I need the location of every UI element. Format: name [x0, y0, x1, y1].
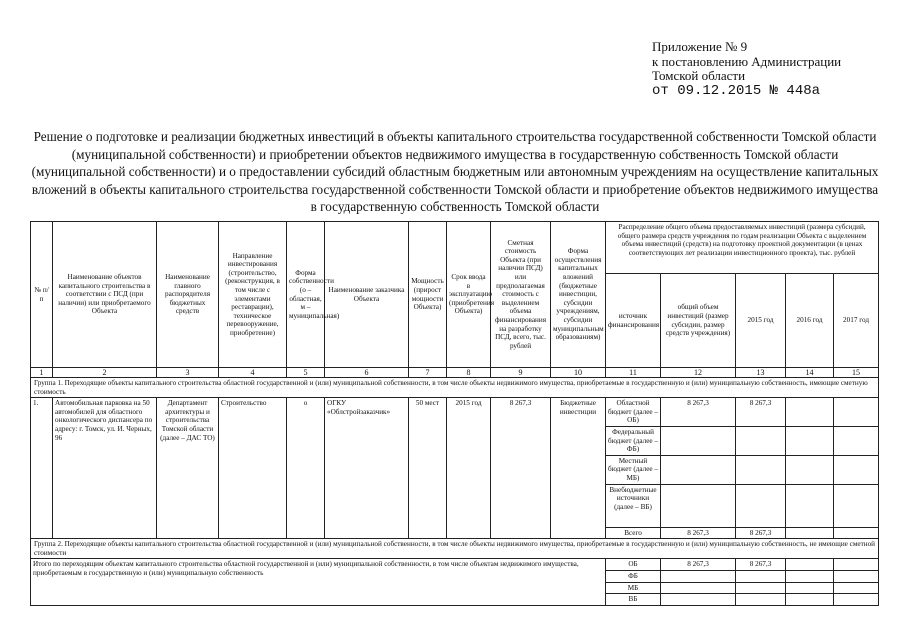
- header-c10: Форма осуществления капитальных вложений (бюджетные инвестиции, субсидии учреждениям, субсидии муниципальным образованиям): [551, 222, 606, 368]
- amount-2016: [786, 455, 834, 484]
- column-number: 5: [287, 368, 325, 378]
- total-amount: [661, 426, 736, 455]
- table-row: [31, 559, 879, 571]
- header-c4: Направление инвестирования (строительство, (реконструкция, в том числе с элементами реставрации), техническое перевооружение, приобретение): [219, 222, 287, 368]
- amount-2015: [736, 582, 786, 594]
- appendix-line: Томской области: [652, 68, 746, 83]
- column-number: 15: [834, 368, 879, 378]
- header-c7: Мощность (прирост мощности Объекта): [409, 222, 447, 368]
- appendix-line: Приложение № 9: [652, 39, 748, 54]
- appendix-date: от 09.12.2015 № 448а: [652, 82, 821, 99]
- column-number-row: [31, 368, 879, 378]
- amount-2016: [786, 527, 834, 539]
- column-number: 1: [31, 368, 53, 378]
- row-number: 1.: [31, 398, 53, 539]
- column-number: 6: [325, 368, 409, 378]
- amount-2015: 8 267,3: [736, 559, 786, 571]
- funding-source: МБ: [606, 582, 661, 594]
- header-c2: Наименование объектов капитального строительства в соответствии с ПСД (при наличии) или приобретаемого Объекта: [53, 222, 157, 368]
- column-number: 12: [661, 368, 736, 378]
- column-number: 10: [551, 368, 606, 378]
- amount-2017: [834, 398, 879, 427]
- amount-2017: [834, 594, 879, 606]
- table-row: [31, 398, 879, 427]
- funding-source: Местный бюджет (далее – МБ): [606, 455, 661, 484]
- amount-2016: [786, 559, 834, 571]
- header-c5: Форма собственности (о – областная, м – муниципальная): [287, 222, 325, 368]
- column-number: 8: [447, 368, 491, 378]
- amount-2016: [786, 570, 834, 582]
- funding-source-total: Всего: [606, 527, 661, 539]
- group-2-heading: Группа 2. Переходящие объекты капитального строительства областной государственной и (или) муниципальной собственности, в том числе объекты недвижимого имущества, приобретаемые в государственную и (или) муниципальную собственность, не имеющие сметной стоимости: [31, 539, 879, 559]
- funding-source: Федеральный бюджет (далее – ФБ): [606, 426, 661, 455]
- investment-form: Бюджетные инвестиции: [551, 398, 606, 539]
- ownership-form: о: [287, 398, 325, 539]
- amount-2015: 8 267,3: [736, 527, 786, 539]
- amount-2015: [736, 455, 786, 484]
- appendix-block: [652, 40, 892, 98]
- amount-2015: [736, 570, 786, 582]
- investment-direction: Строительство: [219, 398, 287, 539]
- funding-source: ОБ: [606, 559, 661, 571]
- amount-2016: [786, 426, 834, 455]
- investment-table: [30, 221, 879, 606]
- header-c11: источник финансирования: [606, 274, 661, 368]
- header-c1: № п/п: [31, 222, 53, 368]
- column-number: 2: [53, 368, 157, 378]
- group-1-heading: Группа 1. Переходящие объекты капитального строительства областной государственной и (или) муниципальной собственности, в том числе объекты недвижимого имущества, приобретаемые в государственную и (или) муниципальную собственность, имеющие сметную стоимость: [31, 378, 879, 398]
- funding-source: ФБ: [606, 570, 661, 582]
- amount-2017: [834, 426, 879, 455]
- funding-source: Областной бюджет (далее – ОБ): [606, 398, 661, 427]
- total-amount: 8 267,3: [661, 398, 736, 427]
- total-amount: 8 267,3: [661, 527, 736, 539]
- object-name: Автомобильная парковка на 50 автомобилей для областного онкологического диспансера по адресу: г. Томск, ул. И. Черных, 96: [53, 398, 157, 539]
- commissioning-term: 2015 год: [447, 398, 491, 539]
- total-amount: [661, 484, 736, 527]
- header-c14: 2016 год: [786, 274, 834, 368]
- total-amount: 8 267,3: [661, 559, 736, 571]
- column-number: 9: [491, 368, 551, 378]
- amount-2017: [834, 455, 879, 484]
- amount-2016: [786, 582, 834, 594]
- amount-2015: [736, 594, 786, 606]
- total-amount: [661, 582, 736, 594]
- amount-2016: [786, 484, 834, 527]
- total-amount: [661, 594, 736, 606]
- amount-2015: [736, 484, 786, 527]
- amount-2017: [834, 559, 879, 571]
- column-number: 11: [606, 368, 661, 378]
- amount-2017: [834, 484, 879, 527]
- amount-2017: [834, 582, 879, 594]
- estimated-cost: 8 267,3: [491, 398, 551, 539]
- customer-name: ОГКУ «Облстройзаказчик»: [325, 398, 409, 539]
- header-distribution: Распределение общего объема предоставляемых инвестиций (размера субсидий, общего размера средств учреждения по годам реализации Объекта с выделением объема инвестиций (средств) на подготовку проектной документации (в ценах соответствующих лет реализации инвестиционного проекта), тыс. рублей: [606, 222, 879, 274]
- amount-2015: 8 267,3: [736, 398, 786, 427]
- funding-source: Внебюджетные источники (далее – ВБ): [606, 484, 661, 527]
- funding-source: ВБ: [606, 594, 661, 606]
- column-number: 7: [409, 368, 447, 378]
- appendix-line: к постановлению Администрации: [652, 53, 842, 69]
- column-number: 14: [786, 368, 834, 378]
- header-c13: 2015 год: [736, 274, 786, 368]
- amount-2017: [834, 570, 879, 582]
- header-c12: общий объем инвестиций (размер субсидии, размер средств учреждения): [661, 274, 736, 368]
- amount-2016: [786, 594, 834, 606]
- document-title: Решение о подготовке и реализации бюджетных инвестиций в объекты капитального строительства государственной собственности Томской области (муниципальной собственности) и приобретении объектов недвижимого имущества в государственную собственность Томской области (муниципальной собственности) и о предоставлении субсидий областным бюджетным или автономным учреждениям на осуществление капитальных вложений в объекты капитального строительства государственной собственности Томской области и приобретение объектов недвижимого имущества в государственную собственность Томской области: [31, 129, 879, 214]
- header-c9: Сметная стоимость Объекта (при наличии ПСД) или предполагаемая стоимость с выделением объема финансирования на разработку ПСД, всего, тыс. рублей: [491, 222, 551, 368]
- column-number: 4: [219, 368, 287, 378]
- header-c8: Срок ввода в эксплуатацию (приобретения Объекта): [447, 222, 491, 368]
- capacity: 50 мест: [409, 398, 447, 539]
- total-amount: [661, 570, 736, 582]
- total-label: Итого по переходящим объектам капитального строительства областной государственной и (или) муниципальной собственности, в том числе объектам недвижимого имущества, приобретаемым в государственную и (или) муниципальную собственность: [31, 559, 606, 605]
- header-c6: Наименование заказчика Объекта: [325, 222, 409, 368]
- amount-2017: [834, 527, 879, 539]
- total-amount: [661, 455, 736, 484]
- column-number: 13: [736, 368, 786, 378]
- amount-2016: [786, 398, 834, 427]
- budget-manager: Департамент архитектуры и строительства Томской области (далее – ДАС ТО): [157, 398, 219, 539]
- column-number: 3: [157, 368, 219, 378]
- header-c3: Наименование главного распорядителя бюджетных средств: [157, 222, 219, 368]
- amount-2015: [736, 426, 786, 455]
- header-c15: 2017 год: [834, 274, 879, 368]
